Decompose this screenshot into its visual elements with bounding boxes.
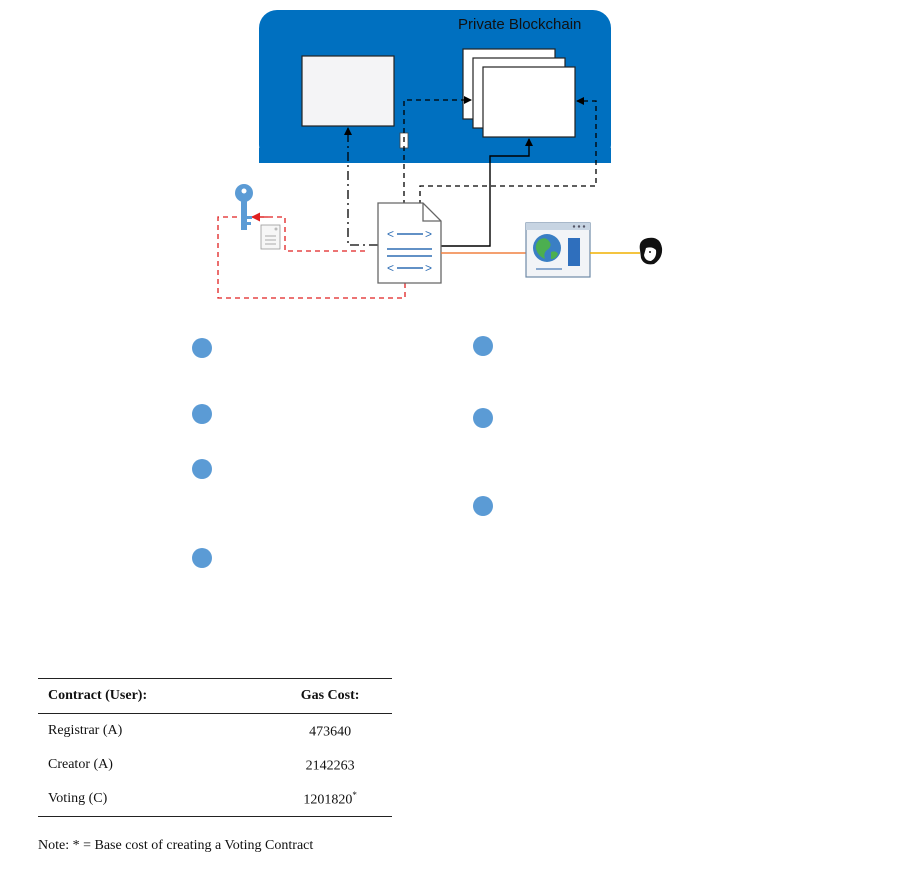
table-row bbox=[38, 748, 392, 782]
step-dot-1 bbox=[192, 338, 212, 358]
svg-text:>: > bbox=[425, 261, 433, 275]
svg-text:<: < bbox=[387, 261, 395, 275]
contract-registry-box bbox=[302, 56, 394, 126]
step-dot-6 bbox=[473, 408, 493, 428]
architecture-diagram bbox=[0, 0, 901, 330]
table-row bbox=[38, 714, 392, 749]
gas-cost-table bbox=[38, 678, 392, 817]
row-gas bbox=[268, 714, 392, 749]
step-dot-5 bbox=[473, 336, 493, 356]
step-dot-4 bbox=[192, 548, 212, 568]
svg-text:>: > bbox=[425, 227, 433, 241]
web-browser-globe-icon bbox=[526, 223, 590, 277]
table-row bbox=[38, 782, 392, 817]
header-contract: Contract (User): bbox=[48, 688, 148, 703]
row-contract: Voting (C) bbox=[48, 791, 108, 806]
private-blockchain-label: Private Blockchain bbox=[458, 16, 582, 33]
key-icon bbox=[235, 184, 253, 230]
certificate-icon bbox=[261, 225, 280, 249]
smart-contract-document-icon bbox=[378, 203, 441, 283]
gas-value: 2142263 bbox=[305, 758, 355, 774]
blockchain-tab bbox=[259, 148, 611, 163]
step-dot-2 bbox=[192, 404, 212, 424]
footnote-mark: * bbox=[352, 789, 357, 800]
gas-value: 473640 bbox=[309, 724, 352, 740]
header-gas-cost: Gas Cost: bbox=[300, 688, 360, 703]
step-dot-3 bbox=[192, 459, 212, 479]
row-contract: Creator (A) bbox=[48, 757, 113, 772]
user-head-icon bbox=[640, 238, 662, 265]
gas-value: 1201820 bbox=[303, 792, 353, 808]
table-note: Note: * = Base cost of creating a Voting Contract bbox=[38, 838, 314, 853]
row-contract: Registrar (A) bbox=[48, 723, 123, 738]
stacked-box-front bbox=[483, 67, 575, 137]
row-gas bbox=[268, 748, 392, 782]
svg-text:<: < bbox=[387, 227, 395, 241]
table-header-row bbox=[38, 679, 392, 714]
step-dot-7 bbox=[473, 496, 493, 516]
row-gas bbox=[268, 782, 392, 817]
